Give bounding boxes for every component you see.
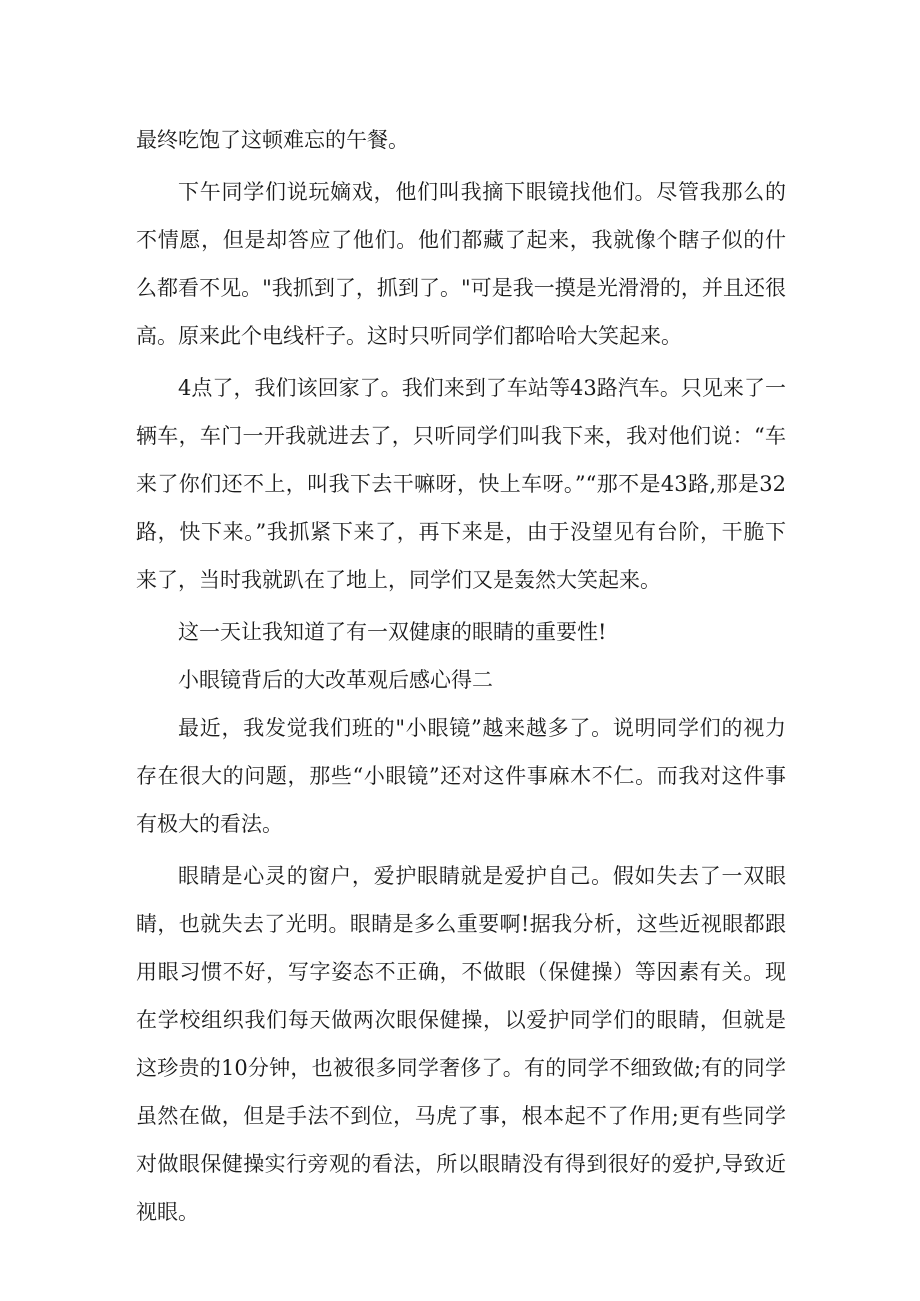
paragraph-class-glasses: 最近，我发觉我们班的"小眼镜”越来越多了。说明同学们的视力存在很大的问题，那些“小眼镜”还对这件事麻木不仁。而我对这件事有极大的看法。 xyxy=(136,716,786,836)
paragraph-lesson-learned: 这一天让我知道了有一双健康的眼睛的重要性! xyxy=(178,620,607,644)
paragraph-bus-story: 4点了，我们该回家了。我们来到了车站等43路汽车。只见来了一辆车，车门一开我就进去了，只听同学们叫我下来，我对他们说：“车来了你们还不上，叫我下去干嘛呀，快上车呀。”“那不是43路,那是32路，快下来。”我抓紧下来了，再下来是，由于没望见有台阶，干脆下来了，当时我就趴在了地上，同学们又是轰然大笑起来。 xyxy=(136,376,786,592)
section-title: 小眼镜背后的大改革观后感心得二 xyxy=(178,668,493,692)
paragraph-afternoon-game: 下午同学们说玩嫡戏，他们叫我摘下眼镜找他们。尽管我那么的不情愿，但是却答应了他们。他们都藏了起来，我就像个瞎子似的什么都看不见。"我抓到了，抓到了。"可是我一摸是光滑滑的，并且还很高。原来此个电线杆子。这时只听同学们都哈哈大笑起来。 xyxy=(136,180,786,348)
paragraph-lunch-ending: 最终吃饱了这顿难忘的午餐。 xyxy=(136,128,409,152)
document-body xyxy=(136,116,786,1236)
paragraph-eye-care: 眼睛是心灵的窗户，爱护眼睛就是爱护自己。假如失去了一双眼睛，也就失去了光明。眼睛是多么重要啊!据我分析，这些近视眼都跟用眼习惯不好，写字姿态不正确，不做眼（保健操）等因素有关。现在学校组织我们每天做两次眼保健操，以爱护同学们的眼睛，但就是这珍贵的10分钟，也被很多同学奢侈了。有的同学不细致做;有的同学虽然在做，但是手法不到位，马虎了事，根本起不了作用;更有些同学对做眼保健操实行旁观的看法，所以眼睛没有得到很好的爱护,导致近视眼。 xyxy=(136,864,786,1224)
